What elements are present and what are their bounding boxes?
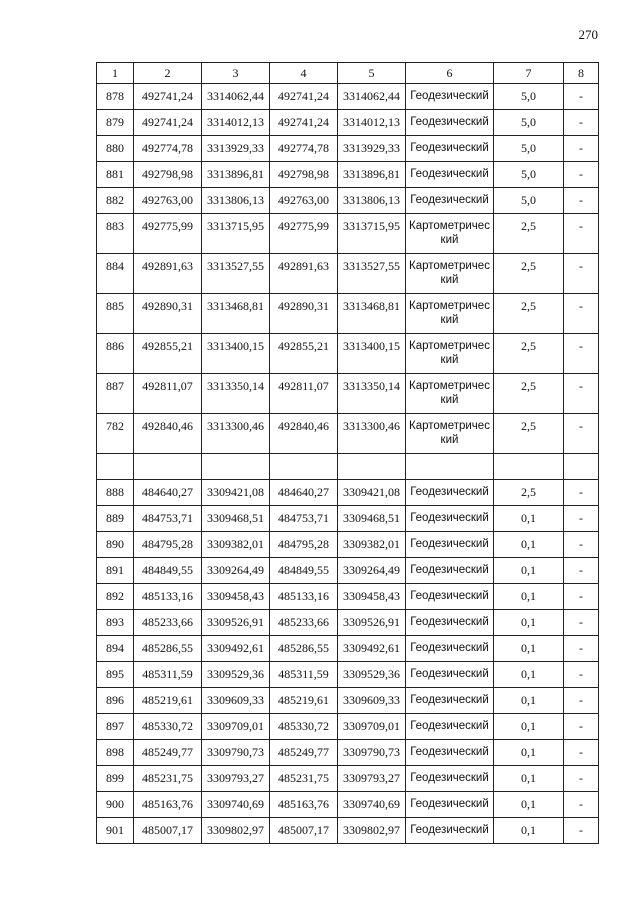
header-cell: 5: [338, 63, 406, 84]
table-cell: -: [564, 584, 599, 610]
table-cell: 894: [97, 636, 134, 662]
table-cell: 891: [97, 558, 134, 584]
table-cell: 0,1: [494, 766, 564, 792]
table-cell: 885: [97, 294, 134, 334]
table-cell: 492774,78: [270, 136, 338, 162]
table-cell: 5,0: [494, 84, 564, 110]
table-cell: 484849,55: [134, 558, 202, 584]
table-row: [97, 414, 599, 454]
table-cell: Геодезический: [406, 584, 494, 610]
table-cell: 3309458,43: [202, 584, 270, 610]
table-cell: 3313527,55: [338, 254, 406, 294]
table-cell: 892: [97, 584, 134, 610]
table-cell: Геодезический: [406, 480, 494, 506]
table-cell: 880: [97, 136, 134, 162]
table-cell: 484753,71: [134, 506, 202, 532]
table-cell: 492774,78: [134, 136, 202, 162]
table-cell: 485219,61: [134, 688, 202, 714]
table-cell: 492890,31: [270, 294, 338, 334]
table-row: [97, 454, 599, 480]
table-cell: 890: [97, 532, 134, 558]
table-cell: Геодезический: [406, 558, 494, 584]
table-cell: 485133,16: [270, 584, 338, 610]
table-cell: 485286,55: [270, 636, 338, 662]
table-cell: 485007,17: [270, 818, 338, 844]
table-cell: 0,1: [494, 636, 564, 662]
table-row: [97, 110, 599, 136]
table-cell: 3309468,51: [338, 506, 406, 532]
header-cell: 4: [270, 63, 338, 84]
table-cell: 485231,75: [270, 766, 338, 792]
table-cell: 3313300,46: [338, 414, 406, 454]
table-cell: 485233,66: [134, 610, 202, 636]
table-cell: Геодезический: [406, 610, 494, 636]
table-cell: 3313350,14: [338, 374, 406, 414]
table-cell: -: [564, 532, 599, 558]
table-cell: 887: [97, 374, 134, 414]
table-cell: 485286,55: [134, 636, 202, 662]
table-cell: -: [564, 414, 599, 454]
header-cell: 7: [494, 63, 564, 84]
table-cell: 3313896,81: [338, 162, 406, 188]
table-row: [97, 610, 599, 636]
table-cell: 3309264,49: [338, 558, 406, 584]
table-row: [97, 162, 599, 188]
table-cell: 0,1: [494, 818, 564, 844]
table-cell: [134, 454, 202, 480]
table-row: [97, 506, 599, 532]
table-cell: 485163,76: [134, 792, 202, 818]
table-cell: -: [564, 374, 599, 414]
table-cell: 485231,75: [134, 766, 202, 792]
table-cell: 0,1: [494, 584, 564, 610]
table-cell: -: [564, 254, 599, 294]
table-cell: 881: [97, 162, 134, 188]
table-cell: 492798,98: [270, 162, 338, 188]
table-cell: 492890,31: [134, 294, 202, 334]
table-cell: 886: [97, 334, 134, 374]
table-cell: 492840,46: [134, 414, 202, 454]
table-cell: 897: [97, 714, 134, 740]
table-cell: Картометрический: [406, 334, 494, 374]
table-cell: 0,1: [494, 662, 564, 688]
table-row: [97, 558, 599, 584]
table-cell: -: [564, 714, 599, 740]
header-cell: 2: [134, 63, 202, 84]
table-cell: 3309609,33: [338, 688, 406, 714]
table-row: [97, 374, 599, 414]
table-row: [97, 334, 599, 374]
table-row: [97, 84, 599, 110]
table-cell: 485249,77: [134, 740, 202, 766]
table-cell: Геодезический: [406, 136, 494, 162]
table-body: [97, 84, 599, 844]
table-cell: 485163,76: [270, 792, 338, 818]
table-cell: 485311,59: [270, 662, 338, 688]
table-cell: -: [564, 636, 599, 662]
table-cell: 3309709,01: [338, 714, 406, 740]
table-cell: 3313715,95: [338, 214, 406, 254]
table-row: [97, 188, 599, 214]
table-cell: 882: [97, 188, 134, 214]
table-cell: 895: [97, 662, 134, 688]
table-cell: 484640,27: [134, 480, 202, 506]
table-cell: 485007,17: [134, 818, 202, 844]
table-row: [97, 688, 599, 714]
table-cell: 3314062,44: [338, 84, 406, 110]
table-cell: 901: [97, 818, 134, 844]
table-cell: 485233,66: [270, 610, 338, 636]
table-row: [97, 136, 599, 162]
table-cell: 3314012,13: [338, 110, 406, 136]
table-cell: 3309802,97: [338, 818, 406, 844]
table-cell: 3309793,27: [338, 766, 406, 792]
table-cell: 492763,00: [270, 188, 338, 214]
table-cell: [270, 454, 338, 480]
table-cell: -: [564, 766, 599, 792]
table-cell: 3313929,33: [202, 136, 270, 162]
table-cell: 3313300,46: [202, 414, 270, 454]
table-cell: Геодезический: [406, 636, 494, 662]
table-cell: 492811,07: [134, 374, 202, 414]
table-cell: -: [564, 136, 599, 162]
table-cell: 484795,28: [134, 532, 202, 558]
table-cell: 3313896,81: [202, 162, 270, 188]
table-cell: 0,1: [494, 558, 564, 584]
table-cell: -: [564, 818, 599, 844]
table-cell: 5,0: [494, 188, 564, 214]
table-cell: Геодезический: [406, 532, 494, 558]
header-cell: 1: [97, 63, 134, 84]
table-cell: -: [564, 480, 599, 506]
table-row: [97, 480, 599, 506]
table-cell: -: [564, 610, 599, 636]
table-cell: 485311,59: [134, 662, 202, 688]
table-cell: 5,0: [494, 136, 564, 162]
table-cell: 893: [97, 610, 134, 636]
table-cell: -: [564, 506, 599, 532]
table-cell: 485249,77: [270, 740, 338, 766]
table-cell: 3313350,14: [202, 374, 270, 414]
table-cell: Геодезический: [406, 110, 494, 136]
table-cell: 3313527,55: [202, 254, 270, 294]
table-cell: Картометрический: [406, 214, 494, 254]
table-cell: Картометрический: [406, 294, 494, 334]
table-cell: 0,1: [494, 792, 564, 818]
table-cell: 3313400,15: [202, 334, 270, 374]
table-cell: -: [564, 688, 599, 714]
table-cell: 485219,61: [270, 688, 338, 714]
table-cell: 484795,28: [270, 532, 338, 558]
table-cell: 3313468,81: [338, 294, 406, 334]
table-cell: 3313806,13: [338, 188, 406, 214]
table-row: [97, 254, 599, 294]
table-row: [97, 740, 599, 766]
table-cell: 889: [97, 506, 134, 532]
table-cell: 3313929,33: [338, 136, 406, 162]
table-row: [97, 636, 599, 662]
table-cell: 492775,99: [134, 214, 202, 254]
table-cell: 492855,21: [270, 334, 338, 374]
table-cell: 2,5: [494, 294, 564, 334]
table-row: [97, 818, 599, 844]
table-cell: 485133,16: [134, 584, 202, 610]
table-cell: 3309740,69: [338, 792, 406, 818]
table-row: [97, 662, 599, 688]
table-row: [97, 766, 599, 792]
table-cell: 3313806,13: [202, 188, 270, 214]
table-row: [97, 792, 599, 818]
table-cell: Геодезический: [406, 740, 494, 766]
coordinates-table: [96, 62, 599, 844]
table-cell: 3309793,27: [202, 766, 270, 792]
table-cell: Геодезический: [406, 818, 494, 844]
table-cell: 3309264,49: [202, 558, 270, 584]
table-cell: 492741,24: [134, 110, 202, 136]
table-cell: Геодезический: [406, 766, 494, 792]
table-cell: 492891,63: [270, 254, 338, 294]
table-cell: 3314062,44: [202, 84, 270, 110]
table-cell: 2,5: [494, 374, 564, 414]
table-cell: 492763,00: [134, 188, 202, 214]
table-cell: 484753,71: [270, 506, 338, 532]
table-cell: [494, 454, 564, 480]
table-cell: [406, 454, 494, 480]
table-cell: 898: [97, 740, 134, 766]
table-row: [97, 214, 599, 254]
table-cell: 3309421,08: [202, 480, 270, 506]
table-cell: 492798,98: [134, 162, 202, 188]
table-cell: 883: [97, 214, 134, 254]
table-cell: [202, 454, 270, 480]
table-cell: 3309492,61: [202, 636, 270, 662]
table-cell: -: [564, 740, 599, 766]
table-cell: 0,1: [494, 688, 564, 714]
table-cell: 2,5: [494, 254, 564, 294]
table-cell: Геодезический: [406, 84, 494, 110]
table-cell: Геодезический: [406, 662, 494, 688]
table-cell: 0,1: [494, 714, 564, 740]
table-cell: Геодезический: [406, 506, 494, 532]
table-cell: -: [564, 662, 599, 688]
table-header-row: [97, 63, 599, 84]
table-cell: 492741,24: [270, 110, 338, 136]
table-cell: -: [564, 188, 599, 214]
table-cell: Картометрический: [406, 254, 494, 294]
table-cell: 3309382,01: [202, 532, 270, 558]
table-cell: 2,5: [494, 480, 564, 506]
table-cell: Геодезический: [406, 188, 494, 214]
table-row: [97, 584, 599, 610]
table-cell: 3309802,97: [202, 818, 270, 844]
table-row: [97, 532, 599, 558]
table-cell: Геодезический: [406, 714, 494, 740]
table-cell: 3314012,13: [202, 110, 270, 136]
table-cell: 3309790,73: [202, 740, 270, 766]
table-cell: -: [564, 334, 599, 374]
table-cell: 3309468,51: [202, 506, 270, 532]
table-cell: 0,1: [494, 506, 564, 532]
table-cell: Картометрический: [406, 374, 494, 414]
table-cell: 2,5: [494, 214, 564, 254]
table-cell: -: [564, 110, 599, 136]
table-cell: 3309458,43: [338, 584, 406, 610]
table-cell: Геодезический: [406, 688, 494, 714]
table-cell: 5,0: [494, 110, 564, 136]
table-cell: 884: [97, 254, 134, 294]
table-cell: 492891,63: [134, 254, 202, 294]
table-cell: Картометрический: [406, 414, 494, 454]
table-cell: 3309421,08: [338, 480, 406, 506]
table-cell: 3313468,81: [202, 294, 270, 334]
table-cell: 492741,24: [134, 84, 202, 110]
table-row: [97, 294, 599, 334]
table-cell: 0,1: [494, 532, 564, 558]
header-cell: 6: [406, 63, 494, 84]
table-cell: 492741,24: [270, 84, 338, 110]
table-cell: -: [564, 214, 599, 254]
table-cell: 2,5: [494, 414, 564, 454]
table-cell: 782: [97, 414, 134, 454]
table-cell: 484640,27: [270, 480, 338, 506]
table-cell: 3309740,69: [202, 792, 270, 818]
header-cell: 8: [564, 63, 599, 84]
table-cell: 492811,07: [270, 374, 338, 414]
table-cell: 899: [97, 766, 134, 792]
table-cell: Геодезический: [406, 162, 494, 188]
table-cell: 3309709,01: [202, 714, 270, 740]
table-cell: 3309526,91: [338, 610, 406, 636]
table-cell: 3309526,91: [202, 610, 270, 636]
page-number: 270: [578, 27, 598, 42]
table-cell: 0,1: [494, 610, 564, 636]
header-cell: 3: [202, 63, 270, 84]
table-cell: 492775,99: [270, 214, 338, 254]
table-cell: 878: [97, 84, 134, 110]
table-cell: 896: [97, 688, 134, 714]
table-cell: 3309382,01: [338, 532, 406, 558]
table-cell: 492855,21: [134, 334, 202, 374]
table-cell: 484849,55: [270, 558, 338, 584]
table-cell: -: [564, 294, 599, 334]
table-cell: [338, 454, 406, 480]
table-cell: 485330,72: [270, 714, 338, 740]
table-cell: 492840,46: [270, 414, 338, 454]
table-cell: 0,1: [494, 740, 564, 766]
table-cell: 3313715,95: [202, 214, 270, 254]
table-cell: 888: [97, 480, 134, 506]
table-cell: -: [564, 162, 599, 188]
table-cell: 2,5: [494, 334, 564, 374]
table-cell: -: [564, 558, 599, 584]
table-cell: Геодезический: [406, 792, 494, 818]
table-cell: 3309529,36: [338, 662, 406, 688]
table-cell: 3309529,36: [202, 662, 270, 688]
table-cell: 879: [97, 110, 134, 136]
table-cell: 3309790,73: [338, 740, 406, 766]
table-cell: -: [564, 792, 599, 818]
table-cell: 485330,72: [134, 714, 202, 740]
table-cell: 3309609,33: [202, 688, 270, 714]
table-cell: -: [564, 84, 599, 110]
table-cell: 3309492,61: [338, 636, 406, 662]
table-cell: 5,0: [494, 162, 564, 188]
table-cell: 900: [97, 792, 134, 818]
table-cell: [97, 454, 134, 480]
table-cell: 3313400,15: [338, 334, 406, 374]
table-cell: [564, 454, 599, 480]
table-row: [97, 714, 599, 740]
